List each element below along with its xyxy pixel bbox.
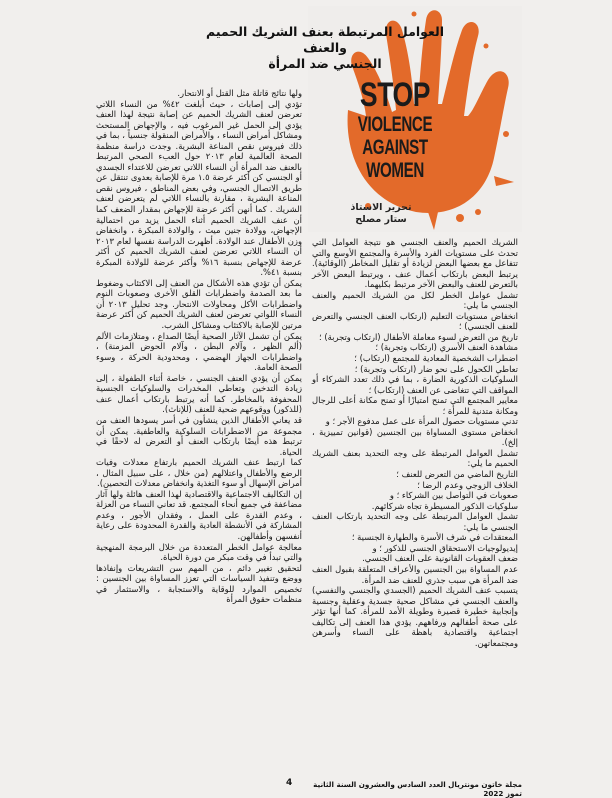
paragraph: إن التكاليف الاجتماعية والاقتصادية لهذا العنف هائلة ولها آثار مضاعفة في جميع أنحاء المجتمع. قد تعاني النساء من العزلة ، وعدم القدرة على العمل ، وفقدان الأجور ، وعدم المشاركة في الأنشطة العادية والقدرة المحدودة على رعاية أنفسهن وأطفالهن. [96, 488, 302, 541]
paragraph: عدم المساواة بين الجنسين والأعراف المتعلقة بقبول العنف ضد المرأة هي سبب جذري للعنف ضد المرأة. [312, 563, 518, 585]
right-text-column [312, 237, 518, 648]
poster-women-text: WOMEN [366, 159, 424, 182]
paragraph: يتسبب عنف الشريك الحميم (الجسدي والجنسي والنفسي) والعنف الجنسي في مشاكل صحية جسدية وعقلية وجنسية وإنجابية خطيرة قصيرة وطويلة الأمد للمرأة. كما أنها تؤثر على صحة أطفالهم ورفاههم. يؤدي هذا العنف إلى تكاليف اجتماعية واقتصادية باهظة على النساء وأسرهن ومجتمعاتهن. [312, 585, 518, 648]
paragraph: يمكن أن تشمل الآثار الصحية أيضًا الصداع ، ومتلازمات الألم (ألم الظهر ، وآلام البطن ، وآلام الحوض المزمنة) ، واضطرابات الجهاز الهضمي ، ومحدودية الحركة ، وسوء الصحة العامة. [96, 330, 302, 373]
paragraph: يمكن أن يؤدي العنف الجنسي ، خاصة أثناء الطفولة ، إلى زيادة التدخين وتعاطي المخدرات والسلوكيات الجنسية المحفوفة بالمخاطر. كما أنه يرتبط بارتكاب أعمال عنف (للذكور) ووقوعهم ضحية للعنف (للإناث). [96, 372, 302, 415]
page-number: 4 [286, 778, 293, 788]
byline-label: تحرير الاستاذ [350, 202, 412, 213]
paragraph: لتحقيق تغيير دائم ، من المهم سن التشريعات وإنفاذها ووضع وتنفيذ السياسات التي تعزز المساواة بين الجنسين : تخصيص الموارد للوقاية والاستجابة ، والاستثمار في منظمات حقوق المرأة [96, 562, 302, 605]
paragraph: تشمل العوامل المرتبطة على وجه التحديد بارتكاب العنف الجنسي ما يلي: [312, 511, 518, 532]
list-item: معايير المجتمع التي تمنح امتيازًا أو تمنح مكانة أعلى للرجال ومكانة متدنية للمرأة ؛ [312, 395, 518, 416]
paragraph: قد يعاني الأطفال الذين ينشأون في أسر يسودها العنف من مجموعة من الاضطرابات السلوكية والعاطفية. يمكن أن ترتبط هذه أيضًا بارتكاب العنف أو التعرض له لاحقًا في الحياة. [96, 414, 302, 457]
poster-against-text: AGAINST [362, 136, 428, 159]
list-item: إيديولوجيات الاستحقاق الجنسي للذكور ؛ و [372, 542, 518, 553]
list-item: المعتقدات في شرف الأسرة والطهارة الجنسية ؛ [351, 532, 518, 543]
paragraph: كما ارتبط عنف الشريك الحميم بارتفاع معدلات وفيات الرضع والأطفال واعتلالهم (من خلال ، على سبيل المثال ، أمراض الإسهال أو سوء التغذية وانخفاض معدلات التحصين). [96, 457, 302, 489]
list-item: انخفاض مستويات التعليم (ارتكاب العنف الجنسي والتعرض للعنف الجنسي) ؛ [312, 310, 518, 332]
article-title-line1: العوامل المرتبطة بعنف الشريك الحميم والعنف [206, 24, 444, 55]
paragraph: يمكن أن تؤدي هذه الأشكال من العنف إلى الاكتئاب وضغوط ما بعد الصدمة واضطرابات القلق الأخرى وصعوبات النوم واضطرابات الأكل ومحاولات الانتحار. وجد تحليل ٢٠١٣ أن النساء اللواتي تعرضن لعنف الشريك الحميم كن أكثر عرضة مرتين للإصابة بالاكتئاب ومشاكل الشرب. [96, 277, 302, 331]
list-item: صعوبات في التواصل بين الشركاء ؛ و [389, 490, 518, 501]
paragraph: تؤدي إلى إصابات ، حيث أبلغت ٤٢% من النساء اللاتي تعرضن لعنف الشريك الحميم عن إصابة نتيجة لهذا العنف يؤدي إلى الحمل غير المرغوب فيه ، والإجهاض المستحث ومشاكل أمراض النساء ، والأمراض المنقولة جنسياً ، بما في ذلك فيروس نقص المناعة البشرية. وجدت دراسة منظمة الصحة العالمية لعام ٢٠١٣ حول العبء الصحي المرتبط بالعنف ضد المرأة أن النساء اللاتي تعرضن للاعتداء الجسدي أو الجنسي كن أكثر عرضة ١.٥ مرة للإصابة بعدوى تنتقل عن طريق الاتصال الجنسي، وفي بعض المناطق ، فيروس نقص المناعة البشرية ، مقارنة بالنساء اللاتي لم يتعرضن لعنف الشريك . كما أنهن أكثر عرضة للإجهاض بمقدار الضعف كما أن عنف الشريك الحميم أثناء الحمل يزيد من احتمالية الإجهاض، وولادة جنين ميت ، والولادة المبكرة ، وانخفاض وزن الأطفال عند الولادة. أظهرت الدراسة نفسها لعام ٢٠١٣ أن النساء اللاتي تعرضن لعنف الشريك الحميم كن أكثر عرضة للإجهاض بنسبة ١٦% وأكثر عرضة للولادة المبكرة بنسبة ٤١%. [96, 98, 302, 278]
list-item: سلوكيات الذكور المسيطرة تجاه شركائهم. [371, 500, 518, 511]
paragraph: تشمل العوامل المرتبطة على وجه التحديد بعنف الشريك الحميم ما يلي: [312, 447, 518, 469]
magazine-footer: مجلة خاتون مونتريال العدد السادس والعشرون السنة الثانية تموز 2022 [313, 780, 522, 798]
paragraph: معالجة عوامل الخطر المتعددة من خلال البرمجة المنهجية والتي تبدأ في وقت مبكر من دورة الحياة. [96, 541, 302, 563]
list-item: انخفاض مستوى المساواة بين الجنسين (قوانين تمييزية ، إلخ). [312, 426, 518, 448]
list-item: الخلاف الزوجي وعدم الرضا ؛ [417, 479, 518, 490]
list-item: مشاهدة العنف الأسري (ارتكاب وتجربة) ؛ [375, 342, 518, 353]
paragraph: الشريك الحميم والعنف الجنسي هو نتيجة العوامل التي تحدث على مستويات الفرد والأسرة والمجتمع الأوسع والتي تتفاعل مع بعضها البعض لزيادة أو تقليل المخاطر (الوقائية). يرتبط البعض بارتكاب أعمال عنف ، ويرتبط البعض الآخر بالتعرض للعنف والبعض الآخر مرتبط بكليهما. [312, 237, 518, 290]
list-item: التاريخ الماضي من التعرض للعنف ؛ [396, 469, 518, 480]
byline-name: ستار مصلح [355, 214, 407, 225]
list-item: تعاطي الكحول على نحو ضار (ارتكاب وتجربة) ؛ [354, 363, 518, 374]
left-text-column [96, 88, 302, 605]
list-item: تاريخ من التعرض لسوء معاملة الأطفال (ارتكاب وتجربة) ؛ [319, 331, 518, 342]
list-item: اضطراب الشخصية المعادية للمجتمع (ارتكاب) ؛ [354, 353, 518, 364]
poster-violence-text: VIOLENCE [357, 113, 433, 136]
list-item: تدني مستويات حصول المرأة على عمل مدفوع الأجر ؛ و [325, 416, 518, 427]
paragraph: ولها نتائج قاتلة مثل القتل أو الانتحار. [177, 88, 302, 98]
poster-stop-text: STOP [359, 76, 431, 114]
article-title [190, 24, 460, 72]
list-item: ضعف العقوبات القانونية على العنف الجنسي. [362, 553, 518, 564]
article-title-line2: الجنسي ضد المرأة [268, 56, 382, 71]
byline [322, 202, 440, 226]
list-item: السلوكيات الذكورية الضارة ، بما في ذلك تعدد الشركاء أو المواقف التي تتغاضى عن العنف (ارتكاب) ؛ [312, 374, 518, 395]
paragraph: تشمل عوامل الخطر لكل من الشريك الحميم والعنف الجنسي ما يلي: [312, 289, 518, 311]
